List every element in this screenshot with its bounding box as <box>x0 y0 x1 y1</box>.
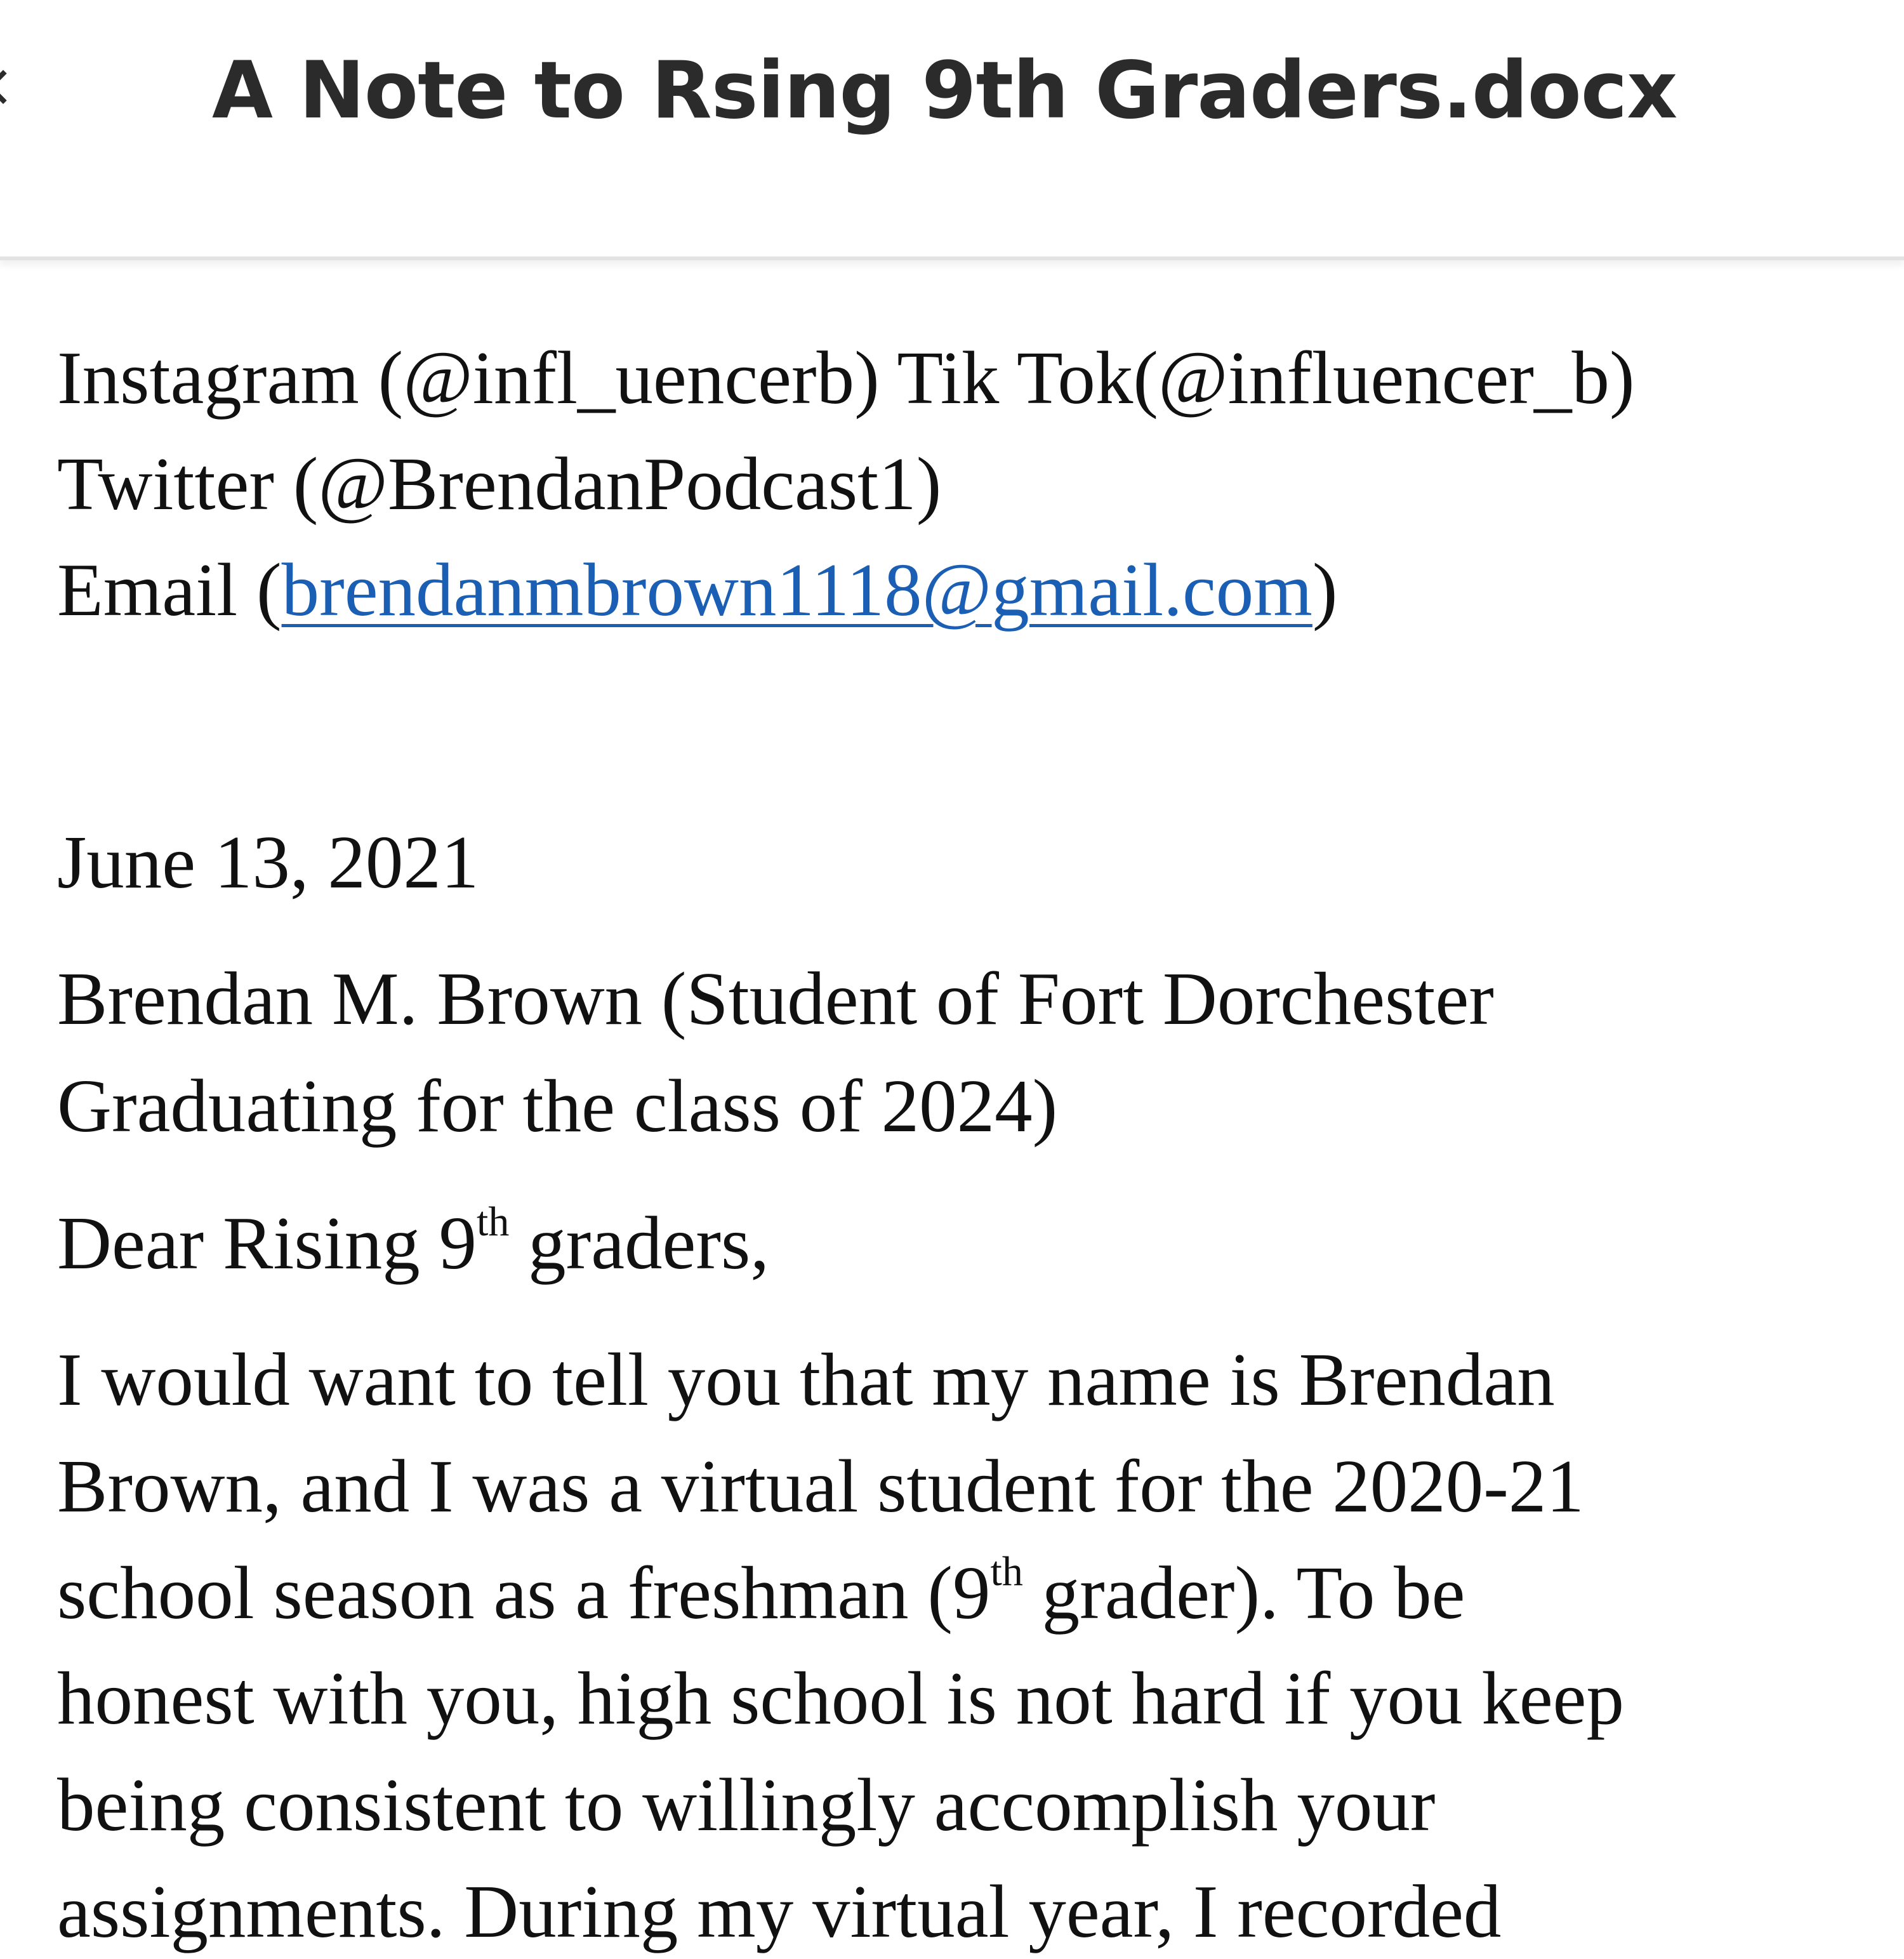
email-close-paren: ) <box>1312 548 1338 632</box>
contacts-line-social: Instagram (@infl_uencerb) Tik Tok(@influencer_b) <box>57 336 1635 420</box>
document-page[interactable] <box>0 260 1904 1953</box>
body-line-3 <box>57 1545 1465 1640</box>
body-line-5: being consistent to willingly accomplish your <box>57 1763 1436 1847</box>
back-arrow-icon[interactable] <box>0 70 20 104</box>
body-line-3-superscript: th <box>990 1548 1023 1595</box>
body-line-2: Brown, and I was a virtual student for the 2020-21 <box>57 1444 1584 1528</box>
document-title: A Note to Rsing 9th Graders.docx <box>212 45 1677 136</box>
email-link[interactable]: brendanmbrown1118@gmail.com <box>281 548 1312 632</box>
top-app-bar <box>0 0 1904 260</box>
salutation-superscript: th <box>477 1199 510 1245</box>
email-label: Email ( <box>57 548 282 632</box>
author-line-2: Graduating for the class of 2024) <box>57 1064 1058 1148</box>
salutation-text-end: graders, <box>509 1201 770 1285</box>
body-line-4: honest with you, high school is not hard if you keep <box>57 1656 1624 1740</box>
body-line-3-text-end: grader). To be <box>1022 1551 1465 1635</box>
contacts-line-email <box>57 542 1338 637</box>
salutation <box>57 1195 769 1291</box>
body-line-3-text: school season as a freshman (9 <box>57 1551 991 1635</box>
letter-date: June 13, 2021 <box>57 820 479 904</box>
body-line-1: I would want to tell you that my name is Brendan <box>57 1338 1555 1421</box>
contacts-line-twitter: Twitter (@BrendanPodcast1) <box>57 442 942 526</box>
author-line-1: Brendan M. Brown (Student of Fort Dorchester <box>57 957 1494 1040</box>
body-line-6: assignments. During my virtual year, I recorded <box>57 1869 1502 1953</box>
salutation-text: Dear Rising 9 <box>57 1201 477 1285</box>
